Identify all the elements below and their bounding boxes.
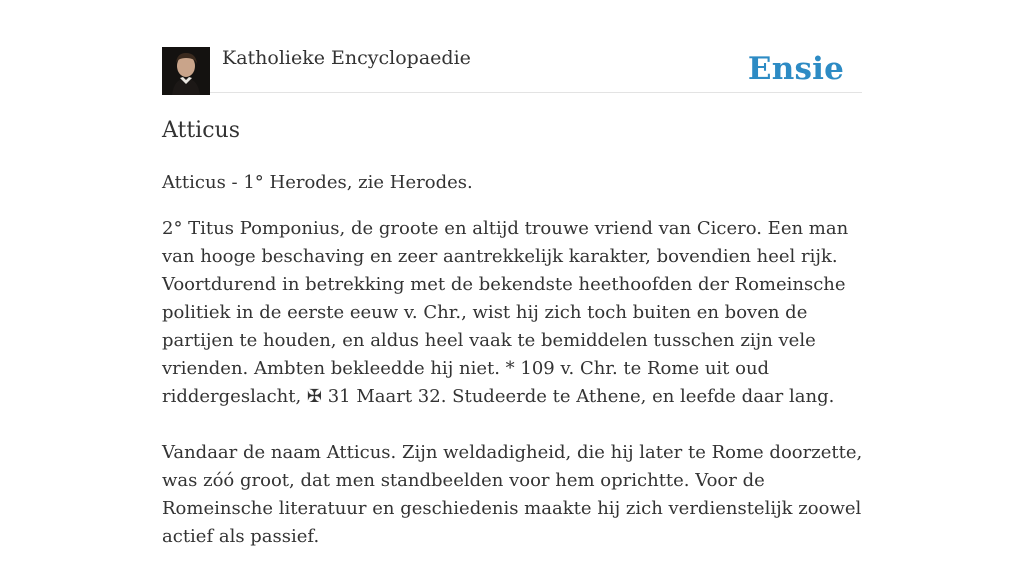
- brand-logo[interactable]: Ensie: [747, 51, 844, 87]
- article-lead: Atticus - 1° Herodes, zie Herodes.: [162, 172, 473, 193]
- site-header: [162, 0, 862, 93]
- source-name[interactable]: Katholieke Encyclopaedie: [222, 47, 471, 69]
- article-paragraph: 2° Titus Pomponius, de groote en altijd trouwe vriend van Cicero. Een man van hooge beschaving en zeer aantrekkelijk karakter, bovendien heel rijk. Voortdurend in betrekking met de bekendste heethoofden der Romeinsche politiek in de eerste eeuw v. Chr., wist hij zich toch buiten en boven de partijen te houden, en aldus heel vaak te bemiddelen tusschen zijn vele vrienden. Ambten bekleedde hij niet. * 109 v. Chr. te Rome uit oud riddergeslacht, ✠ 31 Maart 32. Studeerde te Athene, en leefde daar lang.: [162, 218, 849, 407]
- article-paragraph: Vandaar de naam Atticus. Zijn weldadigheid, die hij later te Rome doorzette, was zóó groot, dat men standbeelden voor hem oprichtte. Voor de Romeinsche literatuur en geschiedenis maakte hij zich verdienstelijk zoowel actief als passief.: [162, 442, 863, 547]
- portrait-icon: [162, 47, 210, 95]
- portrait-avatar[interactable]: [162, 47, 210, 95]
- article-page: [162, 0, 863, 547]
- article-title: Atticus: [162, 118, 240, 143]
- article-body: [162, 215, 866, 579]
